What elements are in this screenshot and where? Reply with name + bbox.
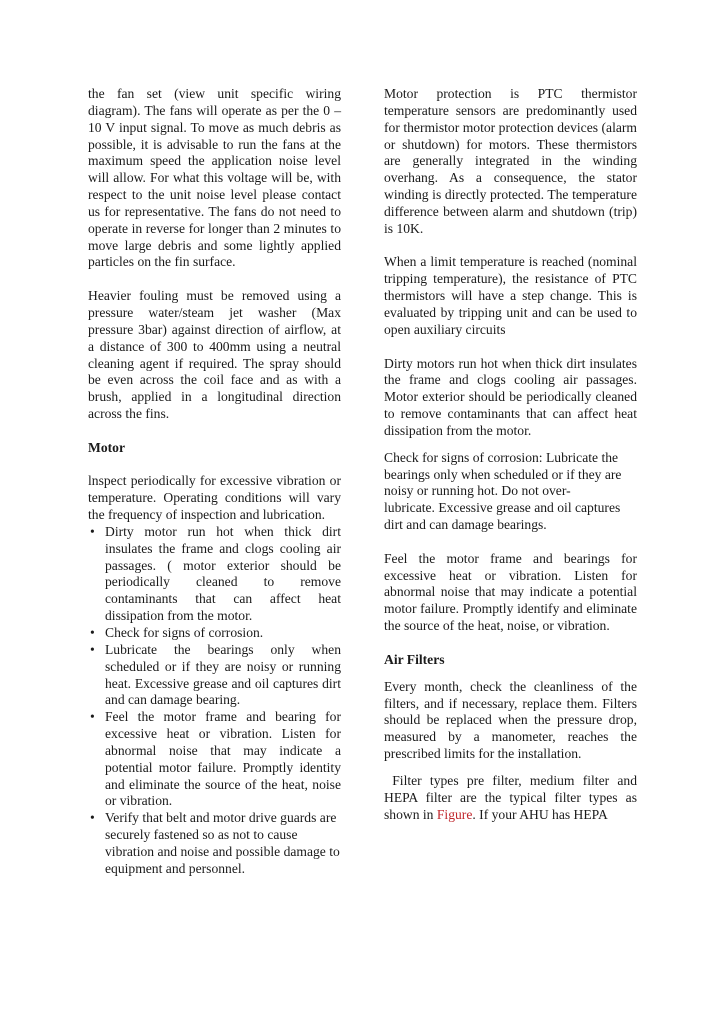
inspect-paragraph: lnspect periodically for excessive vibration or temperature. Operating conditions will vary the frequency of inspection and lubrication. bbox=[88, 473, 341, 523]
list-item-text: Dirty motor run hot when thick dirt insulates the frame and clogs cooling air passages. ( motor exterior should be periodically cleaned to remove contaminants that can affect heat dissipation from the motor. bbox=[105, 523, 341, 624]
right-column bbox=[384, 86, 641, 823]
list-item-text: Feel the motor frame and bearing for excessive heat or vibration. Listen for abnormal noise that may indicate a potential motor failure. Promptly identity and eliminate the source of the heat, noise or vibration. bbox=[105, 709, 341, 809]
corrosion-paragraph-line2: lubricate. Excessive grease and oil captures dirt and can damage bearings. bbox=[384, 500, 621, 533]
list-item-text: Verify that belt and motor drive guards are securely fastened so as not to cause vibration and noise and possible damage to equipment and personnel. bbox=[105, 810, 340, 876]
list-item-text: Lubricate the bearings only when scheduled or if they are noisy or running heat. Excessive grease and oil captures dirt and can damage bearing. bbox=[105, 641, 341, 708]
filter-types-text-end: . If your AHU has HEPA bbox=[472, 806, 608, 822]
list-item bbox=[88, 524, 341, 625]
bullet-icon: • bbox=[90, 810, 95, 826]
motor-bullet-list bbox=[88, 524, 341, 878]
bullet-icon: • bbox=[90, 625, 95, 640]
bullet-icon: • bbox=[90, 709, 95, 725]
filter-cleanliness-paragraph: Every month, check the cleanliness of the filters, and if necessary, replace them. Filters should be replaced when the pressure drop, measured by a manometer, reaches the prescribed limits for the installation. bbox=[384, 678, 637, 762]
limit-temperature-paragraph: When a limit temperature is reached (nominal tripping temperature), the resistance of PTC thermistors will have a step change. This is evaluated by tripping unit and can be used to open auxiliary circuits bbox=[384, 254, 637, 337]
heavier-fouling-paragraph: Heavier fouling must be removed using a pressure water/steam jet washer (Max pressure 3bar) against direction of airflow, at a distance of 300 to 400mm using a neutral cleaning agent if required. The spray should be even across the coil face and as with a brush, applied in a longitudinal direction across the fins. bbox=[88, 288, 341, 422]
corrosion-paragraph-line1: Check for signs of corrosion: Lubricate the bearings only when scheduled or if they are noisy or running hot. Do not over- bbox=[384, 449, 622, 499]
list-item-text: Check for signs of corrosion. bbox=[105, 625, 264, 640]
figure-link[interactable]: Figure bbox=[436, 806, 473, 822]
list-item bbox=[88, 810, 341, 877]
list-item bbox=[88, 709, 341, 810]
filter-types-text: Filter types pre filter, medium filter and HEPA filter are the typical filter types as shown in bbox=[384, 772, 641, 822]
motor-protection-paragraph: Motor protection is PTC thermistor temperature sensors are predominantly used for thermistor motor protection devices (alarm or shutdown) for motors. These thermistors are generally integrated in the winding overhang. As a consequence, the stator winding is directly protected. The temperature difference between alarm and shutdown (trip) is 10K. bbox=[384, 86, 637, 236]
left-column bbox=[88, 86, 341, 878]
feel-motor-paragraph: Feel the motor frame and bearings for excessive heat or vibration. Listen for abnormal noise that may indicate a potential motor failure. Promptly identify and eliminate the source of the heat, noise, or vibration. bbox=[384, 550, 637, 634]
bullet-icon: • bbox=[90, 641, 95, 657]
bullet-icon: • bbox=[90, 523, 95, 539]
filter-types-paragraph bbox=[384, 772, 641, 824]
dirty-motors-paragraph: Dirty motors run hot when thick dirt insulates the frame and clogs cooling air passages. Motor exterior should be periodically cleaned to remove contaminants that can affect heat dissipation from the motor. bbox=[384, 355, 637, 438]
list-item bbox=[88, 642, 341, 709]
air-filters-heading: Air Filters bbox=[384, 651, 445, 667]
motor-heading: Motor bbox=[88, 439, 125, 455]
fan-operation-paragraph: the fan set (view unit specific wiring diagram). The fans will operate as per the 0 – 10 V input signal. To move as much debris as possible, it is advisable to run the fans at the maximum speed the application noise level will allow. For what this voltage will be, with respect to the unit noise level please contact us for representative. The fans do not need to operate in reverse for longer than 2 minutes to move large debris and some lightly applied particles on the fin surface. bbox=[88, 86, 341, 270]
list-item bbox=[88, 625, 341, 642]
